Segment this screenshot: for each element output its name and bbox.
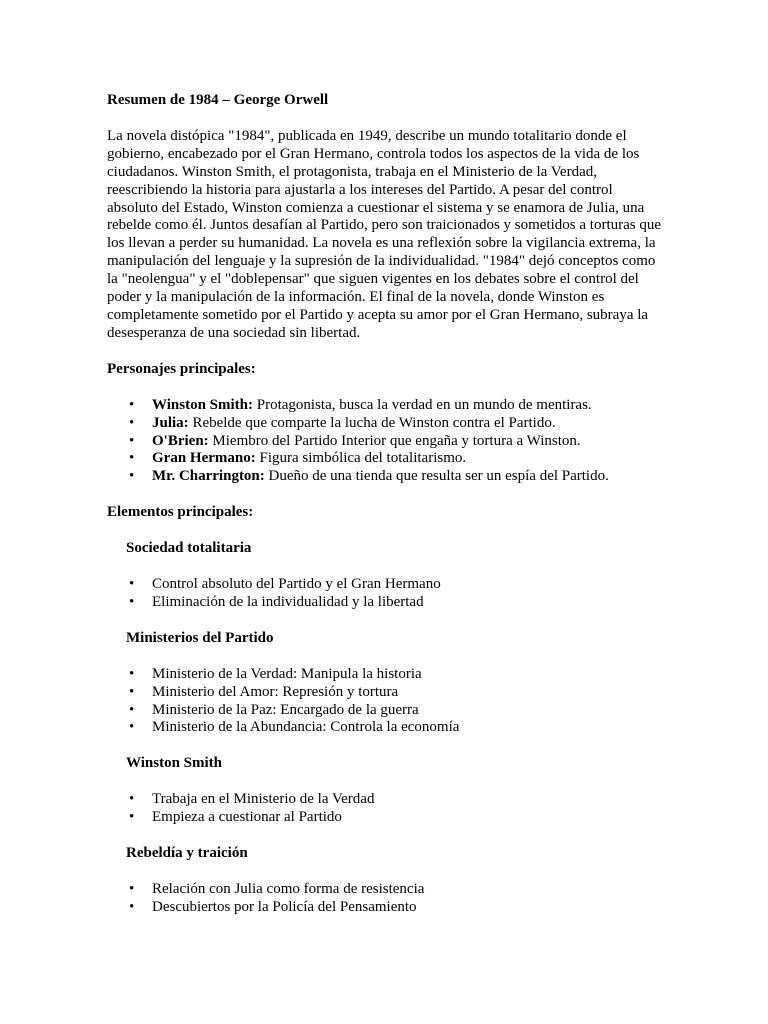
elements-heading: Elementos principales: [107, 504, 254, 521]
character-name: Julia: [152, 414, 189, 431]
character-description: Protagonista, busca la verdad en un mundo de mentiras. [253, 396, 592, 413]
bullet-icon: • [129, 809, 135, 826]
subsection-list [107, 791, 662, 827]
bullet-icon: • [129, 576, 135, 593]
list-item-text: Relación con Julia como forma de resistencia [152, 881, 425, 897]
list-item [107, 397, 662, 415]
subsection-heading: Sociedad totalitaria [126, 540, 252, 557]
character-description: Dueño de una tienda que resulta ser un espía del Partido. [264, 468, 609, 485]
list-item [107, 415, 662, 433]
characters-list [107, 397, 662, 487]
character-name: Mr. Charrington: [152, 468, 265, 485]
character-description: Rebelde que comparte la lucha de Winston contra el Partido. [188, 414, 556, 431]
character-name: Winston Smith: [152, 396, 254, 413]
list-item [107, 719, 662, 737]
character-description: Figura simbólica del totalitarismo. [255, 450, 467, 467]
subsection-list [107, 881, 662, 917]
list-item [107, 576, 662, 594]
bullet-icon: • [129, 701, 135, 718]
bullet-icon: • [129, 468, 135, 485]
bullet-icon: • [129, 791, 135, 808]
list-item [107, 881, 662, 899]
bullet-icon: • [129, 414, 135, 431]
list-item [107, 594, 662, 612]
list-item [107, 809, 662, 827]
list-item [107, 684, 662, 702]
subsection-list [107, 666, 662, 738]
list-item [107, 450, 662, 468]
subsection-list [107, 576, 662, 612]
character-name: Gran Hermano: [152, 450, 256, 467]
list-item-text: Empieza a cuestionar al Partido [152, 809, 342, 826]
list-item-text: Eliminación de la individualidad y la libertad [152, 593, 424, 610]
subsection-heading: Ministerios del Partido [126, 629, 274, 646]
characters-heading: Personajes principales: [107, 360, 256, 377]
list-item [107, 433, 662, 451]
bullet-icon: • [129, 450, 135, 467]
character-description: Miembro del Partido Interior que engaña y tortura a Winston. [208, 432, 581, 449]
list-item-text: Trabaja en el Ministerio de la Verdad [152, 791, 375, 808]
subsection-heading: Winston Smith [126, 755, 223, 772]
bullet-icon: • [129, 881, 135, 897]
bullet-icon: • [129, 719, 135, 736]
list-item-text: Ministerio de la Abundancia: Controla la economía [152, 719, 460, 736]
list-item-text: Ministerio del Amor: Represión y tortura [152, 683, 399, 700]
list-item-text: Control absoluto del Partido y el Gran Hermano [152, 576, 441, 593]
bullet-icon: • [129, 432, 135, 449]
list-item-text: Ministerio de la Verdad: Manipula la historia [152, 665, 422, 682]
list-item [107, 666, 662, 684]
document-title: Resumen de 1984 – George Orwell [107, 92, 329, 108]
list-item [107, 702, 662, 720]
list-item-text: Descubiertos por la Policía del Pensamiento [152, 898, 417, 915]
list-item [107, 791, 662, 809]
bullet-icon: • [129, 665, 135, 682]
bullet-icon: • [129, 396, 135, 413]
list-item [107, 468, 662, 486]
bullet-icon: • [129, 898, 135, 915]
character-name: O'Brien: [152, 432, 209, 449]
document-page [107, 92, 662, 917]
summary-paragraph: La novela distópica "1984", publicada en 1949, describe un mundo totalitario donde el gobierno, encabezado por el Gran Hermano, controla todos los aspectos de la vida de los ciudadanos. Winston Smith, el protagonista, trabaja en el Ministerio de la Verdad, reescribiendo la historia para ajustarla a los intereses del Partido. A pesar del control absoluto del Estado, Winston comienza a cuestionar el sistema y se enamora de Julia, una rebelde como él. Juntos desafían al Partido, pero son traicionados y sometidos a torturas que los llevan a perder su humanidad. La novela es una reflexión sobre la vigilancia extrema, la manipulación del lenguaje y la supresión de la individualidad. "1984" dejó conceptos como la "neolengua" y el "doblepensar" que siguen vigentes en los debates sobre el control del poder y la manipulación de la información. El final de la novela, donde Winston es completamente sometido por el Partido y acepta su amor por el Gran Hermano, subraya la desesperanza de una sociedad sin libertad. [107, 127, 662, 341]
bullet-icon: • [129, 683, 135, 700]
bullet-icon: • [129, 593, 135, 610]
list-item [107, 899, 662, 917]
subsection-heading: Rebeldía y traición [126, 845, 248, 862]
list-item-text: Ministerio de la Paz: Encargado de la guerra [152, 701, 419, 718]
